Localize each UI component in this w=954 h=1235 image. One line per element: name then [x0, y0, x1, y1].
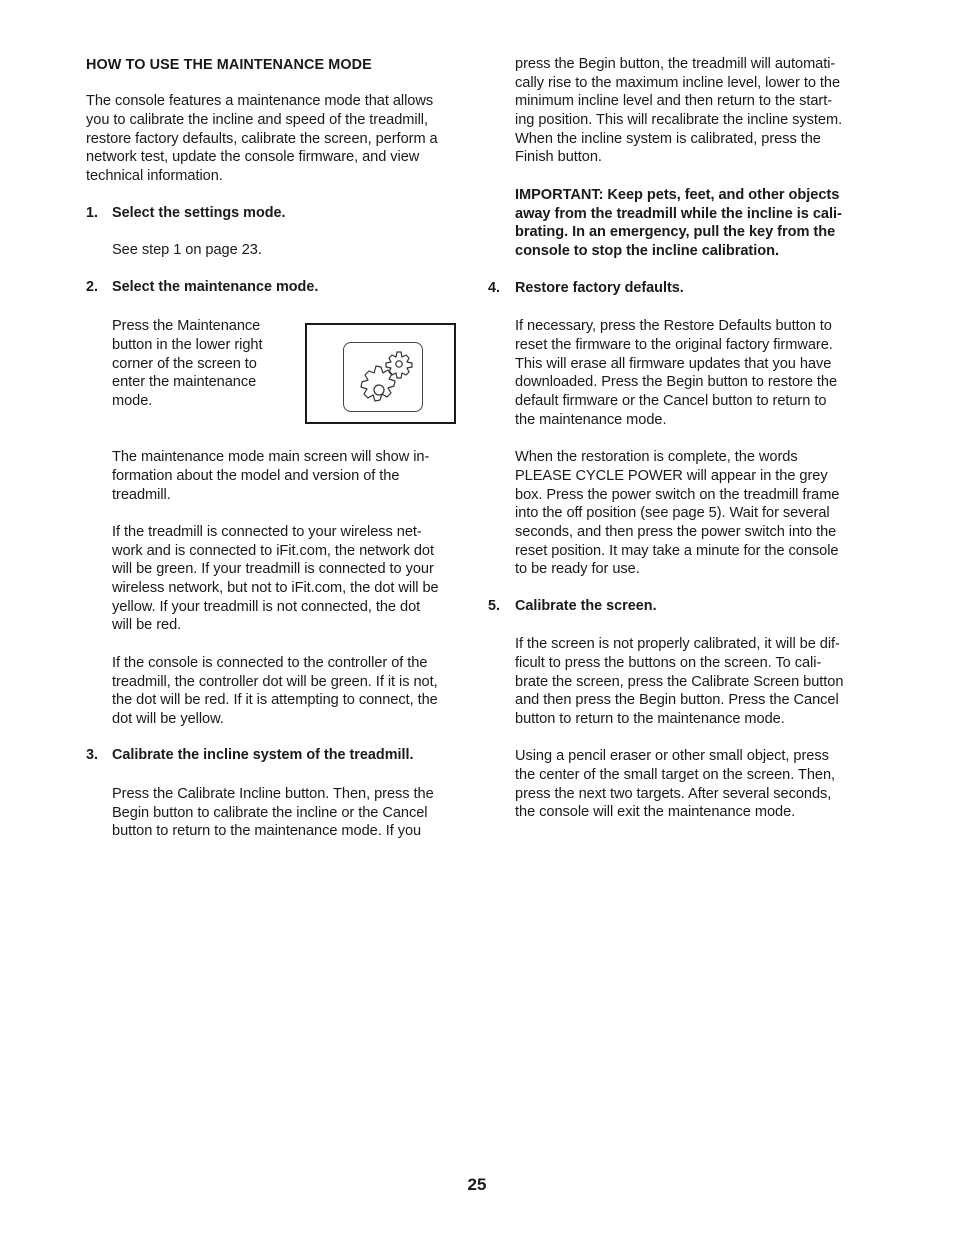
step-2-para3-line: wireless network, but not to iFit.com, the dot will be [112, 580, 439, 596]
step-3-line: Begin button to calibrate the incline or the Cancel [112, 805, 428, 821]
step-5-title: Calibrate the screen. [515, 598, 657, 614]
step-2-number: 2. [86, 279, 99, 295]
step-5-para1-line: and then press the Begin button. Press the Cancel [515, 692, 839, 708]
step-5-para2-line: press the next two targets. After several seconds, [515, 786, 832, 802]
step-4-title: Restore factory defaults. [515, 280, 684, 296]
step-2-para3-line: will be green. If your treadmill is connected to your [112, 561, 434, 577]
step-3-cont-line: press the Begin button, the treadmill will automati- [515, 56, 836, 72]
intro-line: technical information. [86, 168, 223, 184]
maintenance-button-illustration [305, 323, 456, 424]
step-4-para1-line: the maintenance mode. [515, 412, 667, 428]
intro-line: network test, update the console firmware, and view [86, 149, 420, 165]
step-4-para1-line: default firmware or the Cancel button to return to [515, 393, 827, 409]
step-4-para2-line: PLEASE CYCLE POWER will appear in the grey [515, 468, 828, 484]
step-4-para1-line: This will erase all firmware updates that you have [515, 356, 832, 372]
step-5-para1-line: brate the screen, press the Calibrate Screen button [515, 674, 844, 690]
step-5-para1-line: If the screen is not properly calibrated, it will be dif- [515, 636, 840, 652]
intro-line: you to calibrate the incline and speed of the treadmill, [86, 112, 428, 128]
intro-line: The console features a maintenance mode that allows [86, 93, 434, 109]
step-4-para1-line: If necessary, press the Restore Defaults button to [515, 318, 832, 334]
step-3-cont-line: ing position. This will recalibrate the incline system. [515, 112, 843, 128]
step-3-title: Calibrate the incline system of the treadmill. [112, 747, 414, 763]
step-3-line: Press the Calibrate Incline button. Then, press the [112, 786, 434, 802]
step-3-cont-line: cally rise to the maximum incline level, lower to the [515, 75, 841, 91]
step-2-line: mode. [112, 393, 153, 409]
step-3-cont-line: Finish button. [515, 149, 602, 165]
step-2-title: Select the maintenance mode. [112, 279, 319, 295]
step-5-para2-line: the console will exit the maintenance mode. [515, 804, 796, 820]
step-2-para4-line: If the console is connected to the controller of the [112, 655, 428, 671]
step-4-para2-line: reset position. It may take a minute for the console [515, 543, 839, 559]
step-2-para3-line: If the treadmill is connected to your wireless net- [112, 524, 422, 540]
step-2-para3-line: work and is connected to iFit.com, the network dot [112, 543, 434, 559]
step-3-cont-line: minimum incline level and then return to the start- [515, 93, 833, 109]
step-2-para4-line: dot will be yellow. [112, 711, 224, 727]
step-4-para1-line: reset the firmware to the original factory firmware. [515, 337, 833, 353]
step-1-body: See step 1 on page 23. [112, 242, 262, 258]
step-5-number: 5. [488, 598, 501, 614]
section-heading: HOW TO USE THE MAINTENANCE MODE [86, 57, 372, 73]
step-4-para1-line: downloaded. Press the Begin button to restore the [515, 374, 838, 390]
step-2-para3-line: yellow. If your treadmill is not connected, the dot [112, 599, 421, 615]
step-2-para2-line: treadmill. [112, 487, 171, 503]
step-1-title: Select the settings mode. [112, 205, 286, 221]
step-1-number: 1. [86, 205, 99, 221]
intro-line: restore factory defaults, calibrate the screen, perform a [86, 131, 438, 147]
step-3-line: button to return to the maintenance mode. If you [112, 823, 422, 839]
step-5-para2-line: the center of the small target on the screen. Then, [515, 767, 836, 783]
warning-line: IMPORTANT: Keep pets, feet, and other objects [515, 187, 840, 203]
page-number: 25 [467, 1175, 487, 1194]
gears-icon [343, 342, 423, 412]
step-2-line: button in the lower right [112, 337, 263, 353]
warning-line: brating. In an emergency, pull the key from the [515, 224, 836, 240]
step-4-para2-line: When the restoration is complete, the words [515, 449, 798, 465]
step-2-line: enter the maintenance [112, 374, 257, 390]
step-3-number: 3. [86, 747, 99, 763]
step-2-para4-line: the dot will be red. If it is attempting to connect, the [112, 692, 438, 708]
step-5-para1-line: button to return to the maintenance mode. [515, 711, 785, 727]
step-4-para2-line: to be ready for use. [515, 561, 640, 577]
step-4-para2-line: into the off position (see page 5). Wait for several [515, 505, 830, 521]
warning-line: away from the treadmill while the incline is cali- [515, 206, 842, 222]
step-2-para3-line: will be red. [112, 617, 182, 633]
step-4-para2-line: box. Press the power switch on the treadmill frame [515, 487, 840, 503]
step-2-line: corner of the screen to [112, 356, 257, 372]
step-4-number: 4. [488, 280, 501, 296]
step-2-para2-line: The maintenance mode main screen will show in- [112, 449, 430, 465]
step-5-para1-line: ficult to press the buttons on the screen. To cali- [515, 655, 822, 671]
step-4-para2-line: seconds, and then press the power switch into the [515, 524, 837, 540]
step-2-line: Press the Maintenance [112, 318, 261, 334]
step-3-cont-line: When the incline system is calibrated, press the [515, 131, 821, 147]
step-2-para4-line: treadmill, the controller dot will be green. If it is not, [112, 674, 438, 690]
step-5-para2-line: Using a pencil eraser or other small object, press [515, 748, 829, 764]
warning-line: console to stop the incline calibration. [515, 243, 779, 259]
step-2-para2-line: formation about the model and version of the [112, 468, 400, 484]
